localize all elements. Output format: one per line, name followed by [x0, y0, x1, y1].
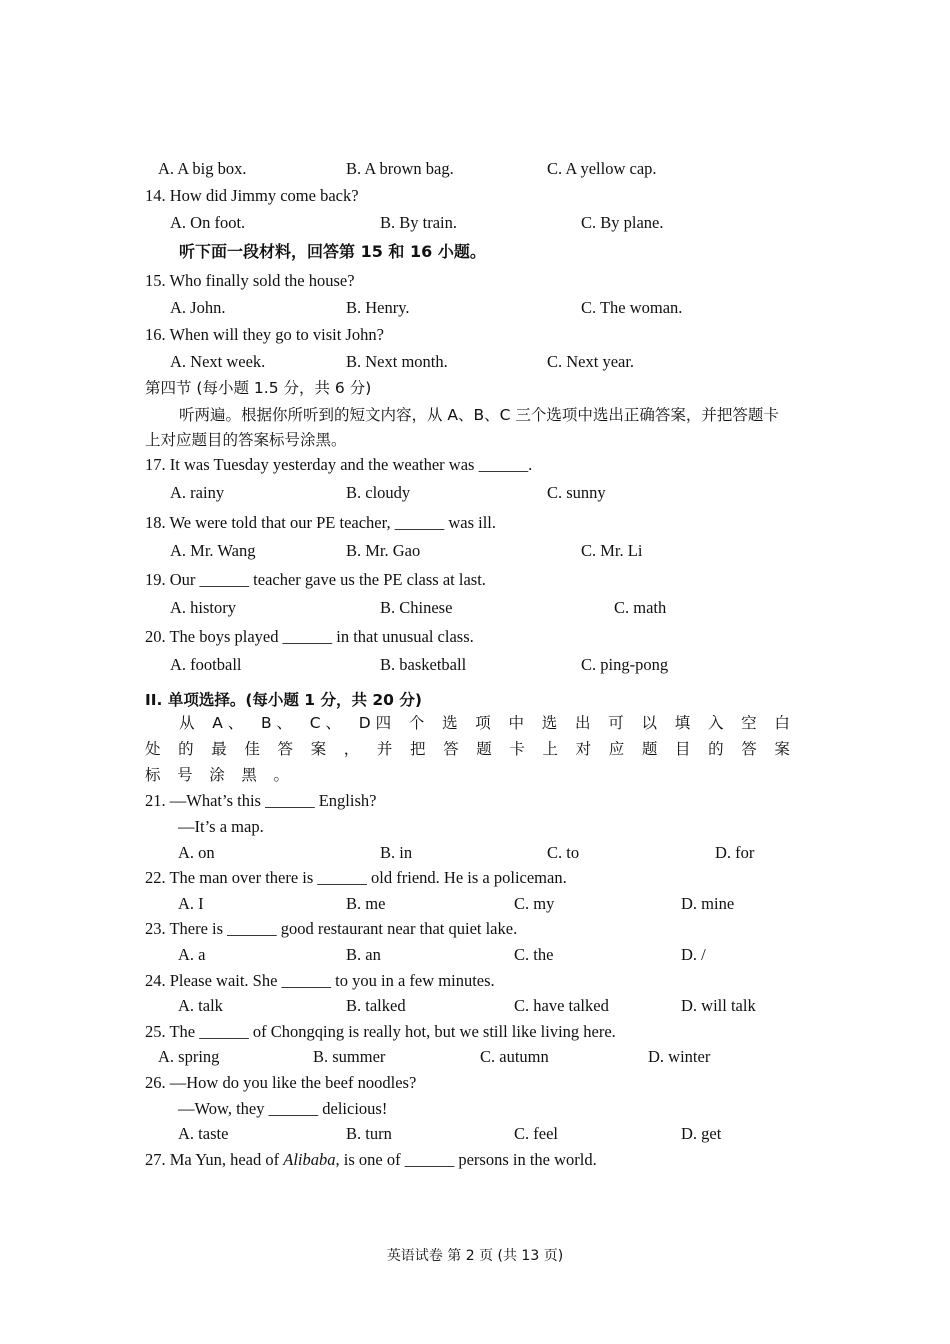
q27-stem-emphasis: Alibaba: [283, 1150, 336, 1169]
char: 目: [675, 740, 691, 758]
q26-reply: —Wow, they ______ delicious!: [178, 1099, 388, 1118]
q21-option-c: C. to: [547, 843, 580, 862]
char: 标: [145, 766, 161, 784]
char: 对: [575, 740, 592, 758]
q26-option-d: D. get: [681, 1124, 722, 1143]
char: 并: [376, 740, 393, 758]
char: 的: [178, 740, 194, 758]
q20-stem: 20. The boys played ______ in that unusual class.: [145, 627, 474, 646]
q22-option-d: D. mine: [681, 894, 735, 913]
section4-instruction-line2: 上对应题目的答案标号涂黑。: [145, 431, 347, 449]
q17-option-a: A. rainy: [170, 483, 225, 502]
q17-stem: 17. It was Tuesday yesterday and the weather was ______.: [145, 455, 533, 474]
char: D 四: [358, 714, 392, 732]
q17-option-c: C. sunny: [547, 483, 606, 502]
part2-heading: II. 单项选择。(每小题 1 分，共 20 分): [145, 691, 422, 709]
q22-option-c: C. my: [514, 894, 555, 913]
q27-stem: [145, 1150, 597, 1170]
char: 把: [410, 740, 426, 758]
q20-option-a: A. football: [170, 655, 242, 674]
char: 可: [608, 714, 624, 732]
q21-option-d: D. for: [715, 843, 755, 862]
char: 号: [177, 766, 193, 784]
q25-stem: 25. The ______ of Chongqing is really hot, but we still like living here.: [145, 1022, 616, 1041]
q14-option-a: A. On foot.: [170, 213, 246, 232]
q26-option-a: A. taste: [178, 1124, 229, 1143]
part2-instruction-line2: [145, 739, 790, 759]
q17-option-b: B. cloudy: [346, 483, 411, 502]
q15-option-b: B. Henry.: [346, 298, 410, 317]
q25-option-a: A. spring: [158, 1047, 220, 1066]
char: C 、: [309, 714, 342, 732]
q15-option-a: A. John.: [170, 298, 226, 317]
char: 案: [774, 740, 790, 758]
q22-stem: 22. The man over there is ______ old friend. He is a policeman.: [145, 868, 567, 887]
q24-option-d: D. will talk: [681, 996, 756, 1015]
char: A 、: [212, 714, 244, 732]
q24-option-c: C. have talked: [514, 996, 609, 1015]
q14-option-b: B. By train.: [380, 213, 457, 232]
char: 。: [273, 766, 289, 784]
char: 中: [508, 714, 525, 732]
char: 题: [476, 740, 492, 758]
char: 答: [741, 740, 757, 758]
char: 白: [774, 714, 790, 732]
char: 应: [608, 740, 625, 758]
char: 入: [707, 714, 724, 732]
q27-stem-pre: 27. Ma Yun, head of: [145, 1150, 284, 1169]
q16-option-a: A. Next week.: [170, 352, 266, 371]
q26-stem: 26. —How do you like the beef noodles?: [145, 1073, 417, 1092]
q25-option-b: B. summer: [313, 1047, 386, 1066]
char: 选: [541, 714, 558, 732]
char: 处: [145, 740, 161, 758]
instruction-15-16: 听下面一段材料，回答第 15 和 16 小题。: [179, 242, 486, 261]
char: 项: [475, 714, 491, 732]
char: 题: [641, 740, 658, 758]
char: 答: [443, 740, 459, 758]
q23-option-a: A. a: [178, 945, 206, 964]
char: 选: [442, 714, 458, 732]
q18-stem: 18. We were told that our PE teacher, ______ was ill.: [145, 513, 496, 532]
q19-stem: 19. Our ______ teacher gave us the PE class at last.: [145, 570, 486, 589]
char: 答: [277, 740, 294, 758]
char: 卡: [509, 740, 525, 758]
char: 案: [310, 740, 327, 758]
q23-option-d: D. /: [681, 945, 706, 964]
q27-stem-post: , is one of ______ persons in the world.: [335, 1150, 597, 1169]
q21-option-a: A. on: [178, 843, 215, 862]
char: 佳: [244, 740, 260, 758]
char: 个: [408, 714, 425, 732]
char: 从: [179, 714, 195, 732]
q15-stem: 15. Who finally sold the house?: [145, 271, 355, 290]
q18-option-a: A. Mr. Wang: [170, 541, 256, 560]
q25-option-c: C. autumn: [480, 1047, 549, 1066]
q14-option-c: C. By plane.: [581, 213, 664, 232]
q21-stem: 21. —What’s this ______ English?: [145, 791, 377, 810]
q13-option-c: C. A yellow cap.: [547, 159, 657, 178]
q18-option-c: C. Mr. Li: [581, 541, 643, 560]
q26-option-c: C. feel: [514, 1124, 558, 1143]
q19-option-c: C. math: [614, 598, 667, 617]
part2-instruction-line3: [145, 765, 289, 785]
char: 的: [708, 740, 724, 758]
q21-reply: —It’s a map.: [178, 817, 264, 836]
q13-option-a: A. A big box.: [158, 159, 247, 178]
section4-instruction-line1: 听两遍。根据你所听到的短文内容，从 A、B、C 三个选项中选出正确答案，并把答题卡: [179, 406, 779, 424]
q26-option-b: B. turn: [346, 1124, 392, 1143]
q23-stem: 23. There is ______ good restaurant near that quiet lake.: [145, 919, 518, 938]
char: 出: [575, 714, 591, 732]
char: 空: [741, 714, 757, 732]
q14-stem: 14. How did Jimmy come back?: [145, 186, 359, 205]
q15-option-c: C. The woman.: [581, 298, 683, 317]
char: B 、: [260, 714, 293, 732]
q16-option-b: B. Next month.: [346, 352, 448, 371]
char: 涂: [209, 766, 225, 784]
char: 上: [542, 740, 559, 758]
char: 以: [641, 714, 657, 732]
q21-option-b: B. in: [380, 843, 413, 862]
part2-instruction-line1: [179, 713, 790, 733]
q16-option-c: C. Next year.: [547, 352, 635, 371]
char: 最: [211, 740, 227, 758]
q20-option-b: B. basketball: [380, 655, 467, 674]
q25-option-d: D. winter: [648, 1047, 711, 1066]
q24-stem: 24. Please wait. She ______ to you in a few minutes.: [145, 971, 495, 990]
q16-stem: 16. When will they go to visit John?: [145, 325, 384, 344]
char: 填: [674, 714, 691, 732]
q19-option-a: A. history: [170, 598, 236, 617]
char: ，: [343, 740, 360, 758]
q22-option-a: A. I: [178, 894, 204, 913]
page-footer: 英语试卷 第 2 页 (共 13 页): [386, 1248, 564, 1264]
q20-option-c: C. ping-pong: [581, 655, 669, 674]
char: 黑: [241, 766, 257, 784]
q13-option-b: B. A brown bag.: [346, 159, 454, 178]
q24-option-a: A. talk: [178, 996, 223, 1015]
q22-option-b: B. me: [346, 894, 386, 913]
q19-option-b: B. Chinese: [380, 598, 453, 617]
q18-option-b: B. Mr. Gao: [346, 541, 421, 560]
q24-option-b: B. talked: [346, 996, 406, 1015]
q23-option-b: B. an: [346, 945, 381, 964]
section4-heading: 第四节 (每小题 1.5 分，共 6 分): [145, 379, 372, 397]
q23-option-c: C. the: [514, 945, 554, 964]
